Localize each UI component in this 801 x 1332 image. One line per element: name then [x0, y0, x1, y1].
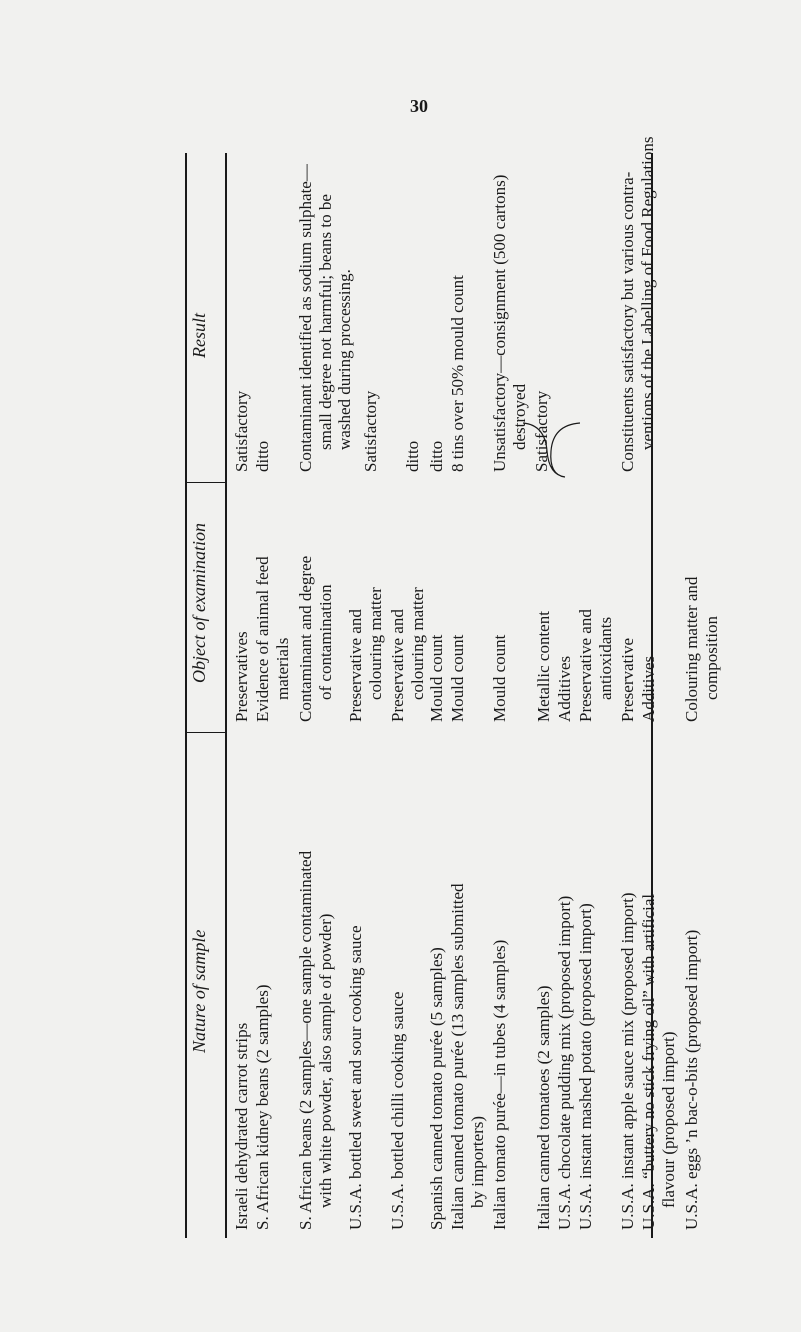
object-line-continued: colouring matter [407, 587, 427, 700]
result-line: ditto [427, 440, 446, 472]
brace [185, 413, 655, 483]
object-cell [682, 577, 721, 722]
object-line: Evidence of animal feed [253, 556, 272, 722]
result-line-continued: ventions of the Labelling of Food Regulations [637, 136, 657, 450]
result-line: Unsatisfactory—consignment (500 cartons) [490, 174, 509, 472]
result-line: Constituents satisfactory but various contra- [618, 171, 637, 472]
object-line-continued: materials [272, 637, 292, 700]
nature-cell [448, 883, 487, 1230]
object-line-continued: composition [701, 615, 721, 700]
object-line-continued: of contamination [315, 584, 335, 700]
nature-line: S. African beans (2 samples—one sample contaminated [296, 850, 315, 1230]
object-line: Additives [639, 655, 658, 722]
nature-line: Italian canned tomatoes (2 samples) [534, 985, 553, 1230]
nature-line: U.S.A. bottled sweet and sour cooking sauce [346, 925, 365, 1230]
nature-cell [427, 947, 447, 1230]
object-cell [576, 609, 615, 722]
table-top-rule [185, 153, 187, 1238]
result-line: Satisfactory [532, 390, 551, 472]
nature-cell [682, 930, 702, 1230]
result-line: ditto [253, 440, 272, 472]
object-line: Preservative and [346, 609, 365, 722]
nature-line-continued: with white powder, also sample of powder) [315, 913, 335, 1208]
object-cell [253, 556, 292, 722]
object-line: Mould count [490, 634, 509, 722]
object-line: Additives [555, 655, 574, 722]
nature-cell [388, 992, 408, 1230]
header-bottom-rule [225, 153, 227, 1238]
header-result: Result [189, 313, 209, 358]
object-line: Mould count [427, 634, 446, 722]
column-divider-1 [187, 732, 225, 733]
nature-cell [490, 940, 510, 1230]
nature-cell [232, 1023, 252, 1230]
nature-cell [296, 851, 335, 1230]
header-object: Object of examination [189, 523, 209, 683]
object-line: Preservatives [232, 631, 251, 722]
nature-line: Spanish canned tomato purée (5 samples) [427, 947, 446, 1230]
nature-line: Israeli dehydrated carrot strips [232, 1022, 251, 1230]
object-cell [232, 631, 252, 722]
nature-line-continued: flavour (proposed import) [658, 1031, 678, 1208]
object-line: Preservative and [388, 609, 407, 722]
object-line: Preservative and [576, 609, 595, 722]
result-line: Contaminant identified as sodium sulphate— [296, 164, 315, 472]
object-cell [346, 587, 385, 722]
result-line: ditto [403, 440, 422, 472]
object-cell [555, 656, 575, 722]
object-cell [296, 556, 335, 722]
result-line-continued: washed during processing. [335, 269, 354, 450]
header-nature: Nature of sample [189, 929, 209, 1053]
nature-line: U.S.A. instant apple sauce mix (proposed import) [618, 892, 637, 1230]
object-cell [388, 587, 427, 722]
object-cell [534, 611, 554, 722]
nature-line: U.S.A. “buttery no stick frying oil” with artificial [639, 893, 658, 1230]
result-line: 8 tins over 50% mould count [448, 275, 467, 472]
nature-cell [639, 894, 678, 1230]
page-number: 30 [410, 96, 428, 116]
examination-table [185, 136, 721, 1238]
nature-line: U.S.A. eggs ’n bac-o-bits (proposed import) [682, 929, 701, 1230]
nature-line: Italian tomato purée—in tubes (4 samples) [490, 939, 509, 1230]
object-line: Preservative [618, 637, 637, 722]
nature-line: U.S.A. instant mashed potato (proposed import) [576, 903, 595, 1230]
result-line-continued: small degree not harmful; beans to be [315, 194, 335, 450]
nature-cell [576, 903, 596, 1230]
nature-line: U.S.A. chocolate pudding mix (proposed import) [555, 895, 574, 1230]
nature-cell [618, 892, 638, 1230]
object-line-continued: antioxidants [595, 616, 615, 700]
object-line: Metallic content [534, 611, 553, 722]
result-line-continued: destroyed [509, 383, 529, 450]
object-line: Colouring matter and [682, 576, 701, 722]
object-line-continued: colouring matter [365, 587, 385, 700]
object-line: Contaminant and degree [296, 555, 315, 722]
nature-line: S. African kidney beans (2 samples) [253, 984, 272, 1230]
object-cell [618, 638, 638, 722]
object-line: Mould count [448, 634, 467, 722]
object-cell [639, 656, 659, 722]
nature-cell [534, 985, 554, 1230]
object-cell [427, 635, 447, 722]
nature-cell [346, 925, 366, 1230]
result-line: Satisfactory [361, 390, 380, 472]
object-cell [490, 635, 510, 722]
nature-line: Italian canned tomato purée (13 samples submitted [448, 883, 467, 1230]
nature-cell [253, 985, 273, 1231]
result-line: Satisfactory [232, 390, 251, 472]
nature-line-continued: by importers) [467, 1115, 487, 1208]
nature-line: U.S.A. bottled chilli cooking sauce [388, 991, 407, 1230]
object-cell [448, 635, 468, 722]
nature-cell [555, 896, 575, 1230]
